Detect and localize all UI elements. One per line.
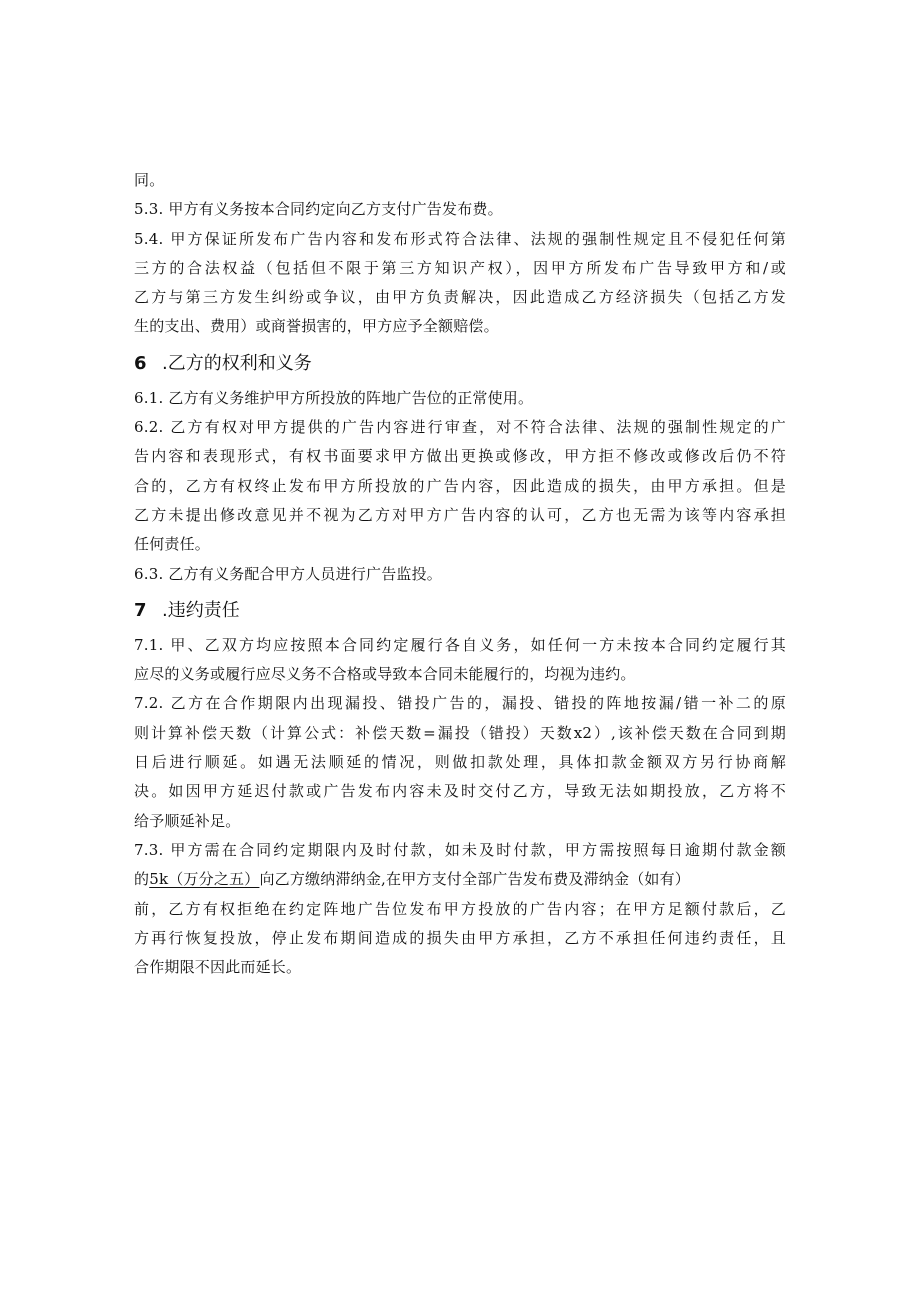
clause-line: 7.2. 乙方在合作期限内出现漏投、错投广告的，漏投、错投的阵地按漏/错一补二的原 — [134, 694, 786, 713]
clause-line: 乙方未提出修改意见并不视为乙方对甲方广告内容的认可，乙方也无需为该等内容承担 — [134, 505, 786, 524]
clause-line: 合的，乙方有权终止发布甲方所投放的广告内容，因此造成的损失，由甲方承担。但是 — [134, 476, 786, 495]
clause-line: 合作期限不因此而延长。 — [134, 958, 302, 977]
clause-6-3: 6.3. 乙方有义务配合甲方人员进行广告监投。 — [134, 564, 442, 583]
clause-line: 告内容和表现形式，有权书面要求甲方做出更换或修改，甲方拒不修改或修改后仍不符 — [134, 447, 786, 466]
clause-line: 三方的合法权益（包括但不限于第三方知识产权），因甲方所发布广告导致甲方和/或 — [134, 258, 786, 277]
paragraph-continuation: 同。 — [134, 171, 165, 189]
clause-line: 前，乙方有权拒绝在约定阵地广告位发布甲方投放的广告内容；在甲方足额付款后，乙 — [134, 899, 786, 918]
clause-line: 6.2. 乙方有权对甲方提供的广告内容进行审查，对不符合法律、法规的强制性规定的广 — [134, 418, 786, 437]
clause-line: 给予顺延补足。 — [134, 811, 241, 830]
section-title: .乙方的权利和义务 — [162, 352, 312, 374]
section-number: 7 — [134, 599, 147, 621]
clause-line: 7.3. 甲方需在合同约定期限内及时付款，如未及时付款，甲方需按照每日逾期付款金额 — [134, 840, 786, 859]
clause-line: 应尽的义务或履行应尽义务不合格或导致本合同未能履行的，均视为违约。 — [134, 665, 636, 684]
clause-line: 7.1. 甲、乙双方均应按照本合同约定履行各自义务，如任何一方未按本合同约定履行其 — [134, 635, 786, 654]
text-span: 的 — [134, 870, 150, 889]
section-title: .违约责任 — [162, 599, 240, 621]
clause-6-2 — [134, 413, 786, 559]
clause-line — [134, 865, 786, 894]
clause-line: 5.4. 甲方保证所发布广告内容和发布形式符合法律、法规的强制性规定且不侵犯任何第 — [134, 229, 786, 248]
clause-line: 则计算补偿天数（计算公式：补偿天数=漏投（错投）天数x2）,该补偿天数在合同到期 — [134, 723, 786, 742]
clause-7-1 — [134, 631, 786, 690]
clause-line: 决。如因甲方延迟付款或广告发布内容未及时交付乙方，导致无法如期投放，乙方将不 — [134, 782, 786, 801]
clause-line: 方再行恢复投放，停止发布期间造成的损失由甲方承担，乙方不承担任何违约责任，且 — [134, 928, 786, 947]
clause-line: 任何责任。 — [134, 535, 211, 554]
text-span: 向乙方缴纳滞纳金,在甲方支付全部广告发布费及滞纳金（如有） — [259, 870, 691, 889]
underlined-rate: 5k（万分之五） — [149, 870, 260, 889]
section-heading-6 — [134, 344, 786, 384]
clause-5-4 — [134, 225, 786, 342]
contract-page — [134, 166, 786, 982]
section-heading-7 — [134, 591, 786, 631]
section-number: 6 — [134, 352, 147, 374]
clause-6-1: 6.1. 乙方有义务维护甲方所投放的阵地广告位的正常使用。 — [134, 388, 534, 407]
clause-line: 日后进行顺延。如遇无法顺延的情况，则做扣款处理，具体扣款金额双方另行协商解 — [134, 753, 786, 772]
clause-line: 生的支出、费用）或商誉损害的，甲方应予全额赔偿。 — [134, 317, 499, 336]
clause-7-3 — [134, 836, 786, 982]
clause-7-2 — [134, 689, 786, 835]
clause-line: 乙方与第三方发生纠纷或争议，由甲方负责解决，因此造成乙方经济损失（包括乙方发 — [134, 288, 786, 307]
clause-5-3: 5.3. 甲方有义务按本合同约定向乙方支付广告发布费。 — [134, 200, 503, 219]
